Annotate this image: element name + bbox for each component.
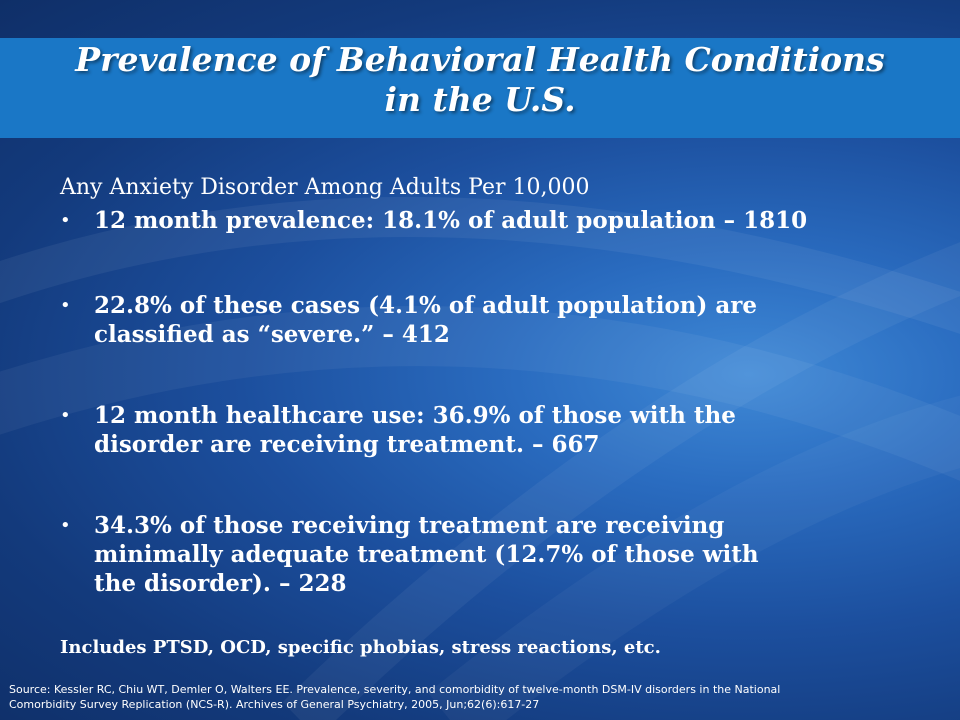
bullet-dot: • [60,405,71,426]
bullet-text: the disorder). – 228 [94,570,347,597]
bullet-text: classified as “severe.” – 412 [94,321,450,348]
title-line-1: Prevalence of Behavioral Health Conditions [75,40,885,79]
bullet-item [60,511,920,598]
bullet-dot: • [60,210,71,231]
source-line-1: Source: Kessler RC, Chiu WT, Demler O, Walters EE. Prevalence, severity, and comorbidity of twelve-month DSM-IV disorders in the National [9,683,781,696]
bullet-text: minimally adequate treatment (12.7% of those with [94,541,759,568]
bullet-text: 34.3% of those receiving treatment are receiving [94,512,725,539]
bullet-dot: • [60,295,71,316]
bullet-item [60,206,920,235]
bullet-text: 22.8% of these cases (4.1% of adult population) are [94,292,758,319]
bullet-text: 12 month healthcare use: 36.9% of those with the [94,402,736,429]
intro-heading: Any Anxiety Disorder Among Adults Per 10,000 [60,175,590,200]
title-line-2: in the U.S. [384,80,576,119]
bullet-item [60,291,920,349]
bullet-list [60,206,920,598]
bullet-text: disorder are receiving treatment. – 667 [94,431,600,458]
slide-title [0,40,960,120]
source-line-2: Comorbidity Survey Replication (NCS-R). Archives of General Psychiatry, 2005, Jun;62(6):617-27 [9,698,540,711]
bullet-dot: • [60,515,71,536]
includes-note: Includes PTSD, OCD, specific phobias, stress reactions, etc. [60,637,661,658]
bullet-text: 12 month prevalence: 18.1% of adult population – 1810 [94,207,808,234]
bullet-item [60,401,920,459]
source-citation [9,682,949,712]
